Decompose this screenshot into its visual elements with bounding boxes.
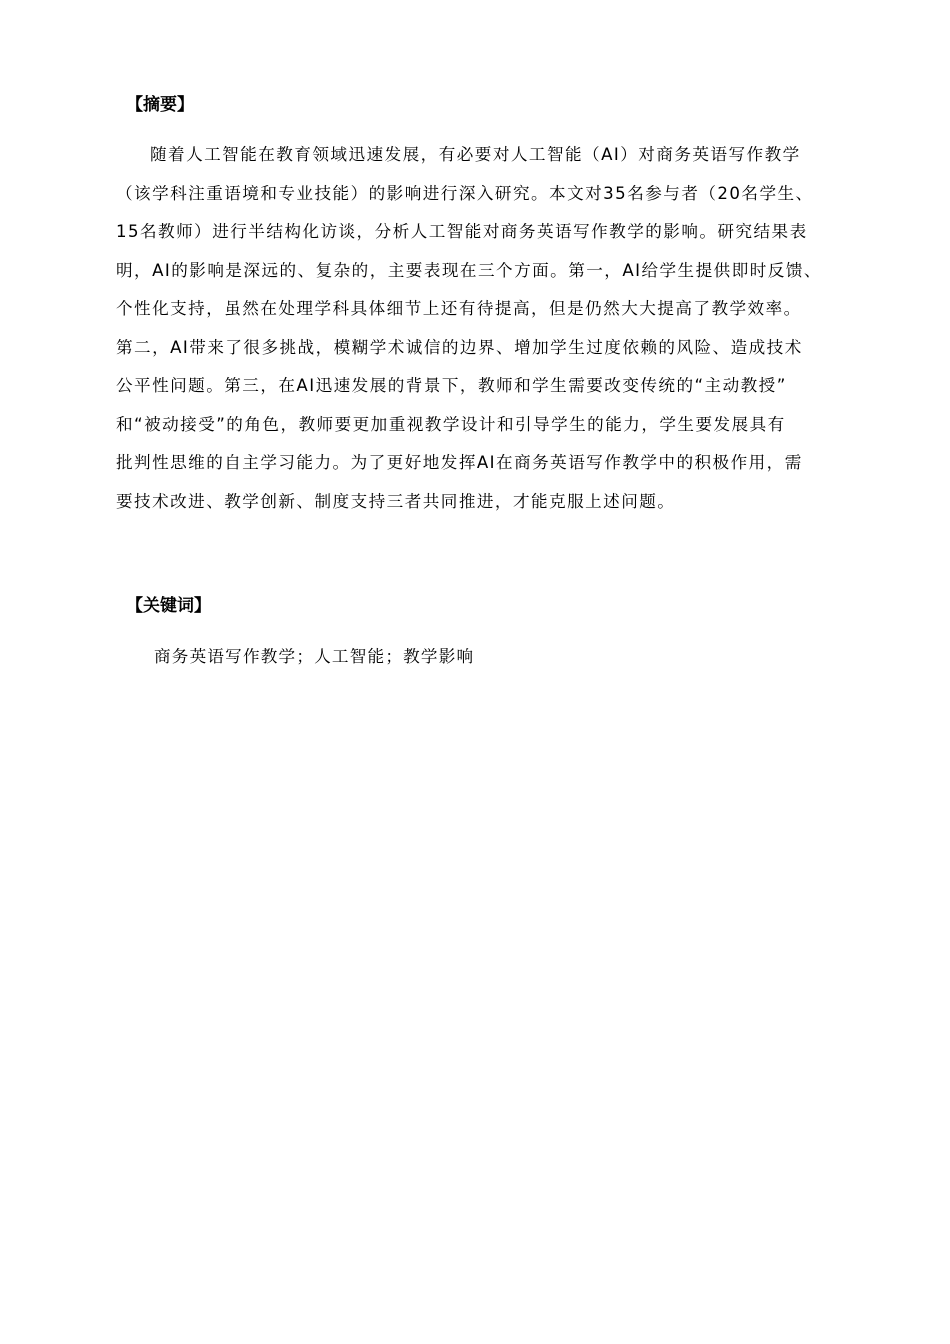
abstract-heading: 【摘要】 bbox=[126, 95, 194, 115]
abstract-line: 15名教师）进行半结构化访谈，分析人工智能对商务英语写作教学的影响。研究结果表 bbox=[116, 222, 808, 241]
abstract-body bbox=[116, 140, 861, 525]
abstract-line: 公平性问题。第三，在AI迅速发展的背景下，教师和学生需要改变传统的“主动教授” bbox=[116, 376, 787, 395]
abstract-line: 个性化支持，虽然在处理学科具体细节上还有待提高，但是仍然大大提高了教学效率。 bbox=[116, 299, 802, 318]
abstract-line: 明，AI的影响是深远的、复杂的，主要表现在三个方面。第一，AI给学生提供即时反馈、 bbox=[116, 260, 822, 280]
keywords-text: 商务英语写作教学；人工智能；教学影响 bbox=[154, 647, 475, 666]
abstract-line: （该学科注重语境和专业技能）的影响进行深入研究。本文对35名参与者（20名学生、 bbox=[116, 183, 814, 203]
abstract-line: 和“被动接受”的角色，教师要更加重视教学设计和引导学生的能力，学生要发展具有 bbox=[116, 414, 786, 434]
abstract-line: 随着人工智能在教育领域迅速发展，有必要对人工智能（AI）对商务英语写作教学 bbox=[150, 145, 801, 164]
abstract-line: 第二，AI带来了很多挑战，模糊学术诚信的边界、增加学生过度依赖的风险、造成技术 bbox=[116, 337, 803, 357]
abstract-line: 要技术改进、教学创新、制度支持三者共同推进，才能克服上述问题。 bbox=[116, 491, 676, 511]
keywords-heading: 【关键词】 bbox=[126, 596, 211, 616]
abstract-line: 批判性思维的自主学习能力。为了更好地发挥AI在商务英语写作教学中的积极作用，需 bbox=[116, 453, 803, 472]
